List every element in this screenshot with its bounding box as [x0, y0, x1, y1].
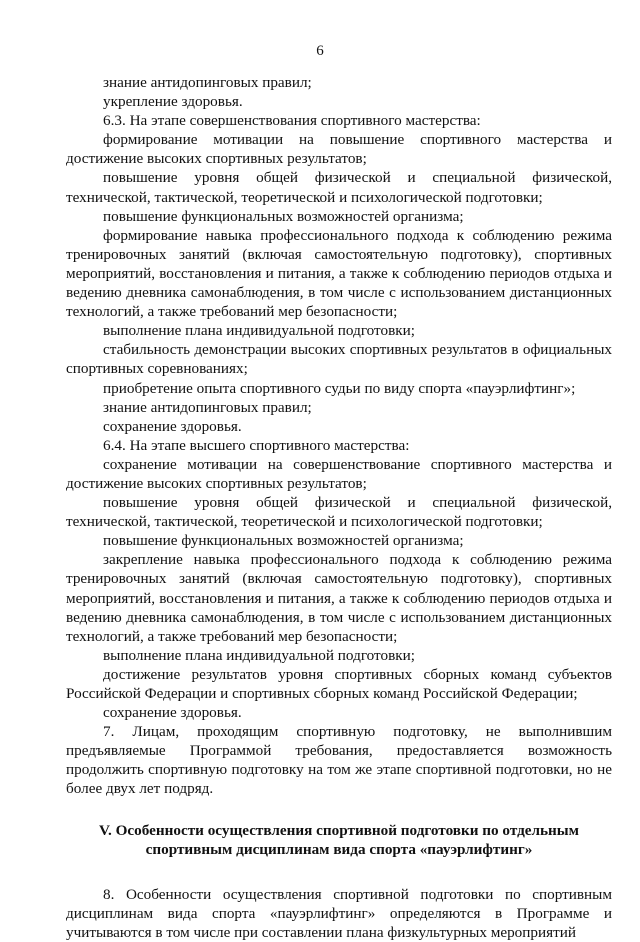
numbered-paragraph: 7. Лицам, проходящим спортивную подготовку, не выполнившим предъявляемые Программой требования, предоставляется возможность продолжить спортивную подготовку на том же этапе спортивной подготовки, но не более двух лет подряд. — [66, 723, 612, 798]
document-body — [66, 73, 612, 942]
paragraph: повышение уровня общей физической и специальной физической, технической, тактической, теоретической и психологической подготовки; — [66, 494, 612, 531]
section-heading-line: спортивным дисциплинам вида спорта «пауэрлифтинг» — [145, 840, 533, 858]
numbered-paragraph: 8. Особенности осуществления спортивной подготовки по спортивным дисциплинам вида спорта «пауэрлифтинг» определяются в Программе и учитываются в том числе при составлении плана физкультурных мероприятий — [66, 885, 612, 941]
page-number: 6 — [316, 43, 324, 59]
paragraph: сохранение здоровья. — [103, 417, 242, 435]
paragraph: сохранение мотивации на совершенствование спортивного мастерства и достижение высоких спортивных результатов; — [66, 455, 612, 492]
section-heading-line: V. Особенности осуществления спортивной подготовки по отдельным — [98, 821, 580, 839]
paragraph: приобретение опыта спортивного судьи по виду спорта «пауэрлифтинг»; — [103, 379, 576, 397]
subsection-heading: 6.3. На этапе совершенствования спортивного мастерства: — [103, 112, 481, 130]
paragraph: формирование мотивации на повышение спортивного мастерства и достижение высоких спортивных результатов; — [66, 131, 612, 168]
subsection-heading: 6.4. На этапе высшего спортивного мастерства: — [103, 436, 410, 454]
paragraph: укрепление здоровья. — [103, 93, 243, 111]
paragraph: повышение функциональных возможностей организма; — [103, 532, 464, 550]
paragraph: повышение уровня общей физической и специальной физической, технической, тактической, теоретической и психологической подготовки; — [66, 169, 612, 206]
section-heading — [66, 821, 612, 859]
paragraph: выполнение плана индивидуальной подготовки; — [103, 322, 415, 340]
paragraph: формирование навыка профессионального подхода к соблюдению режима тренировочных занятий (включая самостоятельную подготовку), спортивных мероприятий, восстановления и питания, а также к соблюдению периодов отдыха и ведению дневника самонаблюдения, в том числе с использованием дистанционных технологий, а также требований мер безопасности; — [66, 226, 612, 321]
paragraph: закрепление навыка профессионального подхода к соблюдению режима тренировочных занятий (включая самостоятельную подготовку), спортивных мероприятий, восстановления и питания, а также к соблюдению периодов отдыха и ведению дневника самонаблюдения, в том числе с использованием дистанционных технологий, а также требований мер безопасности; — [66, 551, 612, 645]
paragraph: знание антидопинговых правил; — [103, 398, 312, 416]
paragraph: выполнение плана индивидуальной подготовки; — [103, 646, 415, 664]
paragraph: достижение результатов уровня спортивных сборных команд субъектов Российской Федерации и спортивных сборных команд Российской Федерации; — [66, 665, 612, 702]
paragraph: повышение функциональных возможностей организма; — [103, 207, 464, 225]
paragraph: сохранение здоровья. — [103, 704, 242, 722]
paragraph: знание антидопинговых правил; — [103, 74, 312, 91]
paragraph: стабильность демонстрации высоких спортивных результатов в официальных спортивных соревнованиях; — [66, 341, 612, 378]
